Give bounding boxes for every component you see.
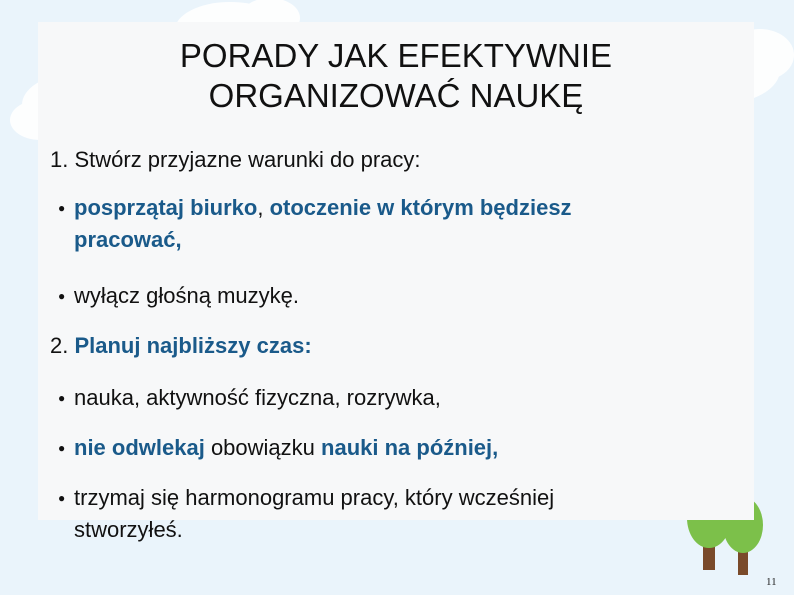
list-item [50,482,670,546]
title-line-1: PORADY JAK EFEKTYWNIE [179,37,613,74]
bullet-text: trzymaj się harmonogramu pracy, który wcześniej stworzyłeś. [74,485,555,542]
bullet-text: obowiązku [204,435,322,460]
list-item [50,382,441,414]
page-number: 11 [766,576,777,588]
bullet-text: nauka, aktywność fizyczna, rozrywka, [74,385,441,410]
bullet-bold-text: otoczenie w którym będziesz pracować, [74,195,572,252]
section-2-number: 2. [50,333,75,358]
section-2-heading [50,330,312,362]
section-1-heading: 1. Stwórz przyjazne warunki do pracy: [50,147,421,172]
list-item [50,192,670,256]
bullet-icon: ● [58,441,66,455]
bullet-icon: ● [58,391,66,405]
list-item [50,432,498,464]
bullet-bold-text: posprzątaj biurko [74,195,258,220]
title-line-2: ORGANIZOWAĆ NAUKĘ [208,77,584,114]
bullet-bold-text: nauki na później, [321,435,499,460]
bullet-icon: ● [58,289,66,303]
bullet-bold-text: nie odwlekaj [74,435,205,460]
list-item [50,280,299,312]
bullet-icon: ● [58,201,66,215]
bullet-text: wyłącz głośną muzykę. [74,283,299,308]
bullet-icon: ● [58,491,66,505]
slide-title [38,28,754,124]
section-2-title: Planuj najbliższy czas: [74,333,312,358]
bullet-text: , [257,195,270,220]
